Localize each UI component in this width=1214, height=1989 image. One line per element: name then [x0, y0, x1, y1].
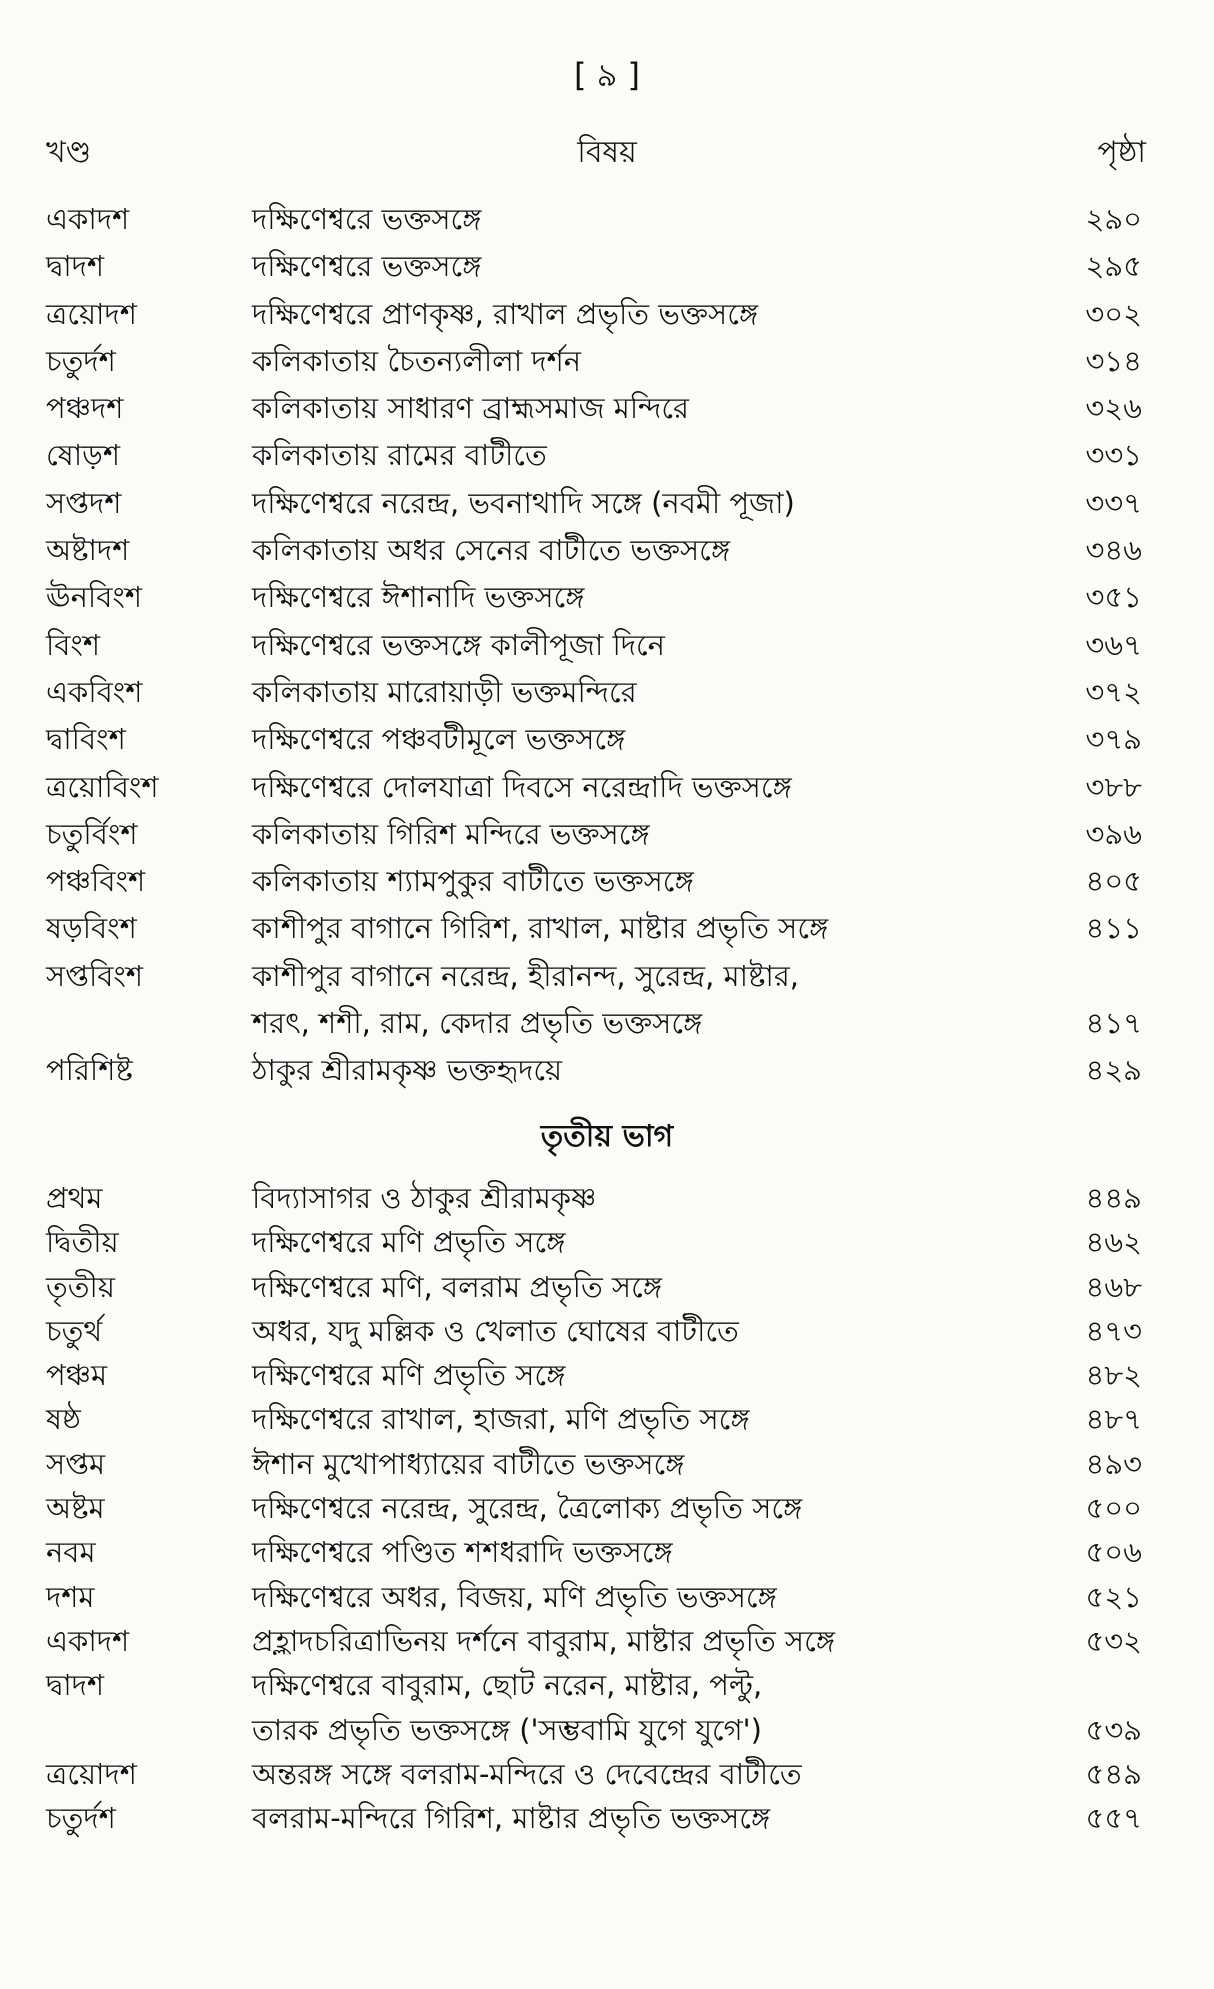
chapter-subject	[252, 527, 1074, 574]
subject-line: কলিকাতায় রামের বাটীতে	[252, 438, 547, 473]
chapter-subject	[252, 811, 1074, 858]
page-ref: ৩৩১	[1085, 438, 1142, 473]
toc-row	[0, 764, 1214, 811]
subject-line: কলিকাতায় অধর সেনের বাটীতে ভক্তসঙ্গে	[252, 533, 731, 568]
chapter-subject	[252, 1353, 1074, 1397]
chapter-subject	[252, 1530, 1074, 1574]
chapter-subject	[252, 196, 1074, 243]
chapter-subject	[252, 1309, 1074, 1353]
chapter-label: চতুর্বিংশ	[46, 816, 138, 851]
chapter-label: দশম	[46, 1579, 95, 1614]
chapter-subject	[252, 858, 1074, 905]
chapter-subject	[252, 716, 1074, 763]
page-ref: ৩৩৭	[1085, 485, 1142, 520]
subject-line: কাশীপুর বাগানে গিরিশ, রাখাল, মাষ্টার প্রভৃতি সঙ্গে	[252, 911, 829, 946]
subject-line: দক্ষিণেশ্বরে প্রাণকৃষ্ণ, রাখাল প্রভৃতি ভক্তসঙ্গে	[252, 296, 759, 331]
toc-row	[0, 1530, 1214, 1574]
chapter-subject	[252, 1575, 1074, 1619]
chapter-subject	[252, 1442, 1074, 1486]
chapter-label: দ্বাবিংশ	[46, 722, 126, 757]
page-ref: ৩৪৬	[1085, 533, 1142, 568]
subject-line: দক্ষিণেশ্বরে মণি, বলরাম প্রভৃতি সঙ্গে	[252, 1269, 662, 1304]
toc-row	[0, 1752, 1214, 1796]
subject-line: কলিকাতায় সাধারণ ব্রাহ্মসমাজ মন্দিরে	[252, 391, 690, 426]
subject-line: শরৎ, শশী, রাম, কেদার প্রভৃতি ভক্তসঙ্গে	[252, 1006, 703, 1041]
toc-row	[0, 243, 1214, 290]
subject-line: বিদ্যাসাগর ও ঠাকুর শ্রীরামকৃষ্ণ	[252, 1181, 597, 1215]
toc-row	[0, 811, 1214, 858]
chapter-label: বিংশ	[46, 627, 101, 662]
toc-row	[0, 953, 1214, 1048]
page-ref: ৫০৬	[1085, 1535, 1142, 1570]
chapter-label: একাদশ	[46, 202, 130, 236]
chapter-label: চতুর্থ	[46, 1313, 103, 1348]
toc-row	[0, 1309, 1214, 1353]
page-ref: ৪৬২	[1085, 1225, 1142, 1260]
toc-row	[0, 1575, 1214, 1619]
toc-row	[0, 1796, 1214, 1840]
page-ref: ৪৪৯	[1085, 1181, 1142, 1215]
page-ref: ৩০২	[1085, 296, 1142, 331]
chapter-subject	[252, 385, 1074, 432]
toc-row	[0, 622, 1214, 669]
chapter-label: ষোড়শ	[46, 438, 121, 473]
subject-line: দক্ষিণেশ্বরে নরেন্দ্র, ভবনাথাদি সঙ্গে (নবমী পূজা)	[252, 485, 795, 520]
toc-row	[0, 905, 1214, 952]
chapter-subject	[252, 1397, 1074, 1441]
chapter-subject	[252, 1486, 1074, 1530]
toc-row	[0, 1663, 1214, 1752]
page-ref: ৫৩৯	[1085, 1712, 1142, 1747]
page-ref: ৩৭২	[1085, 674, 1142, 709]
subject-line: দক্ষিণেশ্বরে পণ্ডিত শশধরাদি ভক্তসঙ্গে	[252, 1535, 673, 1570]
toc-row	[0, 574, 1214, 621]
chapter-label: দ্বিতীয়	[46, 1225, 119, 1260]
subject-line: দক্ষিণেশ্বরে বাবুরাম, ছোট নরেন, মাষ্টার, পল্টু,	[252, 1668, 763, 1703]
toc-row	[0, 1176, 1214, 1220]
chapter-label: সপ্তবিংশ	[46, 958, 144, 993]
chapter-label: ষড়বিংশ	[46, 911, 137, 946]
page-ref: ৩১৪	[1085, 343, 1142, 378]
subject-line: অধর, যদু মল্লিক ও খেলাত ঘোষের বাটীতে	[252, 1313, 739, 1348]
subject-line: বলরাম-মন্দিরে গিরিশ, মাষ্টার প্রভৃতি ভক্তসঙ্গে	[252, 1801, 771, 1836]
page-ref: ৩৬৭	[1085, 627, 1142, 662]
toc-row	[0, 1220, 1214, 1264]
subject-line: তারক প্রভৃতি ভক্তসঙ্গে ('সম্ভবামি যুগে যুগে')	[252, 1712, 762, 1747]
subject-line: কলিকাতায় শ্যামপুকুর বাটীতে ভক্তসঙ্গে	[252, 864, 694, 899]
chapter-subject	[252, 338, 1074, 385]
chapter-label: প্রথম	[46, 1181, 103, 1215]
subject-line: দক্ষিণেশ্বরে মণি প্রভৃতি সঙ্গে	[252, 1358, 566, 1393]
chapter-label: দ্বাদশ	[46, 249, 105, 284]
subject-line: দক্ষিণেশ্বরে অধর, বিজয়, মণি প্রভৃতি ভক্তসঙ্গে	[252, 1579, 777, 1614]
chapter-label: সপ্তম	[46, 1446, 106, 1481]
subject-line: দক্ষিণেশ্বরে ঈশানাদি ভক্তসঙ্গে	[252, 580, 585, 615]
page-ref: ৪২৯	[1085, 1053, 1142, 1088]
page-ref: ৫৪৯	[1085, 1756, 1142, 1791]
page-ref: ২৯৫	[1085, 249, 1142, 284]
chapter-subject	[252, 1047, 1074, 1094]
toc-row	[0, 385, 1214, 432]
chapter-subject	[252, 243, 1074, 290]
chapter-label: ষষ্ঠ	[46, 1402, 81, 1437]
page-ref: ২৯০	[1085, 202, 1142, 236]
page-ref: ৪০৫	[1085, 864, 1142, 899]
contents-part-2-continued	[0, 196, 1214, 1095]
toc-row	[0, 716, 1214, 763]
subject-line: দক্ষিণেশ্বরে মণি প্রভৃতি সঙ্গে	[252, 1225, 566, 1260]
subject-line: দক্ষিণেশ্বরে ভক্তসঙ্গে	[252, 249, 482, 284]
toc-row	[0, 527, 1214, 574]
chapter-label: চতুর্দশ	[46, 1801, 116, 1836]
chapter-label: অষ্টম	[46, 1491, 105, 1526]
chapter-subject	[252, 291, 1074, 338]
page-ref: ৪১৭	[1085, 1006, 1142, 1041]
column-header-page: পৃষ্ঠা	[1097, 135, 1146, 170]
toc-row	[0, 1442, 1214, 1486]
toc-row	[0, 1397, 1214, 1441]
page-ref: ৫০০	[1085, 1491, 1142, 1526]
chapter-subject	[252, 1220, 1074, 1264]
page-ref: ৩৮৮	[1085, 769, 1142, 804]
subject-line: কাশীপুর বাগানে নরেন্দ্র, হীরানন্দ, সুরেন্দ্র, মাষ্টার,	[252, 958, 800, 993]
page-ref: ৪১১	[1085, 911, 1142, 946]
page-ref: ৪৮২	[1085, 1358, 1142, 1393]
subject-line: দক্ষিণেশ্বরে রাখাল, হাজরা, মণি প্রভৃতি সঙ্গে	[252, 1402, 750, 1437]
page-ref: ৪৮৭	[1085, 1402, 1142, 1437]
toc-row	[0, 291, 1214, 338]
toc-row	[0, 338, 1214, 385]
chapter-label: অষ্টাদশ	[46, 533, 130, 568]
subject-line: দক্ষিণেশ্বরে নরেন্দ্র, সুরেন্দ্র, ত্রৈলোক্য প্রভৃতি সঙ্গে	[252, 1491, 803, 1526]
chapter-subject	[252, 764, 1074, 811]
page-ref: ৪৯৩	[1085, 1446, 1142, 1481]
subject-line: কলিকাতায় গিরিশ মন্দিরে ভক্তসঙ্গে	[252, 816, 650, 851]
subject-line: প্রহ্লাদচরিত্রাভিনয় দর্শনে বাবুরাম, মাষ্টার প্রভৃতি সঙ্গে	[252, 1623, 835, 1658]
column-header-subject: বিষয়	[577, 135, 637, 170]
chapter-subject	[252, 622, 1074, 669]
page-number: [ ৯ ]	[573, 56, 641, 94]
chapter-subject	[252, 1796, 1074, 1840]
chapter-label: ত্রয়োদশ	[46, 1756, 137, 1791]
toc-row	[0, 1486, 1214, 1530]
toc-row	[0, 432, 1214, 479]
chapter-label: ত্রয়োদশ	[46, 296, 137, 331]
chapter-label: একবিংশ	[46, 674, 143, 709]
toc-row	[0, 196, 1214, 243]
chapter-subject	[252, 1265, 1074, 1309]
toc-row	[0, 1619, 1214, 1663]
subject-line: ঈশান মুখোপাধ্যায়ের বাটীতে ভক্তসঙ্গে	[252, 1446, 685, 1481]
chapter-subject	[252, 432, 1074, 479]
page-ref: ৫৫৭	[1085, 1801, 1142, 1836]
toc-row	[0, 669, 1214, 716]
page-ref: ৪৬৮	[1085, 1269, 1142, 1304]
subject-line: কলিকাতায় চৈতন্যলীলা দর্শন	[252, 343, 582, 378]
chapter-subject	[252, 905, 1074, 952]
chapter-label: চতুর্দশ	[46, 343, 116, 378]
chapter-subject	[252, 953, 1074, 1048]
chapter-label: নবম	[46, 1535, 96, 1570]
chapter-subject	[252, 1752, 1074, 1796]
chapter-label: সপ্তদশ	[46, 485, 122, 520]
chapter-subject	[252, 669, 1074, 716]
page-ref: ৩৭৯	[1085, 722, 1142, 757]
subject-line: ঠাকুর শ্রীরামকৃষ্ণ ভক্তহৃদয়ে	[252, 1053, 563, 1088]
page-ref: ৫৩২	[1085, 1623, 1142, 1658]
subject-line: দক্ষিণেশ্বরে ভক্তসঙ্গে কালীপূজা দিনে	[252, 627, 665, 662]
section-title: তৃতীয় ভাগ	[540, 1119, 674, 1154]
contents-part-3	[0, 1176, 1214, 1840]
column-header-chapter: খণ্ড	[46, 135, 92, 170]
chapter-subject	[252, 1619, 1074, 1663]
toc-row	[0, 1265, 1214, 1309]
page-ref: ৩২৬	[1085, 391, 1142, 426]
subject-line: অন্তরঙ্গ সঙ্গে বলরাম-মন্দিরে ও দেবেন্দ্রের বাটীতে	[252, 1756, 802, 1791]
subject-line: দক্ষিণেশ্বরে পঞ্চবটীমূলে ভক্তসঙ্গে	[252, 722, 626, 757]
page-ref: ৩৯৬	[1085, 816, 1142, 851]
subject-line: দক্ষিণেশ্বরে ভক্তসঙ্গে	[252, 202, 482, 236]
toc-row	[0, 1047, 1214, 1094]
chapter-label: পঞ্চদশ	[46, 391, 124, 426]
chapter-subject	[252, 574, 1074, 621]
chapter-subject	[252, 1663, 1074, 1752]
chapter-label: পঞ্চবিংশ	[46, 864, 146, 899]
toc-row	[0, 858, 1214, 905]
toc-row	[0, 480, 1214, 527]
chapter-label: ঊনবিংশ	[46, 580, 143, 615]
chapter-label: ত্রয়োবিংশ	[46, 769, 159, 804]
subject-line: কলিকাতায় মারোয়াড়ী ভক্তমন্দিরে	[252, 674, 637, 709]
page-ref: ৩৫১	[1085, 580, 1142, 615]
chapter-label: একাদশ	[46, 1623, 130, 1658]
chapter-label: তৃতীয়	[46, 1269, 115, 1304]
toc-row	[0, 1353, 1214, 1397]
subject-line: দক্ষিণেশ্বরে দোলযাত্রা দিবসে নরেন্দ্রাদি ভক্তসঙ্গে	[252, 769, 792, 804]
page-ref: ৫২১	[1085, 1579, 1142, 1614]
chapter-label: দ্বাদশ	[46, 1668, 105, 1703]
chapter-subject	[252, 1176, 1074, 1220]
chapter-subject	[252, 480, 1074, 527]
chapter-label: পরিশিষ্ট	[46, 1053, 133, 1088]
chapter-label: পঞ্চম	[46, 1358, 108, 1393]
page-ref: ৪৭৩	[1085, 1313, 1142, 1348]
